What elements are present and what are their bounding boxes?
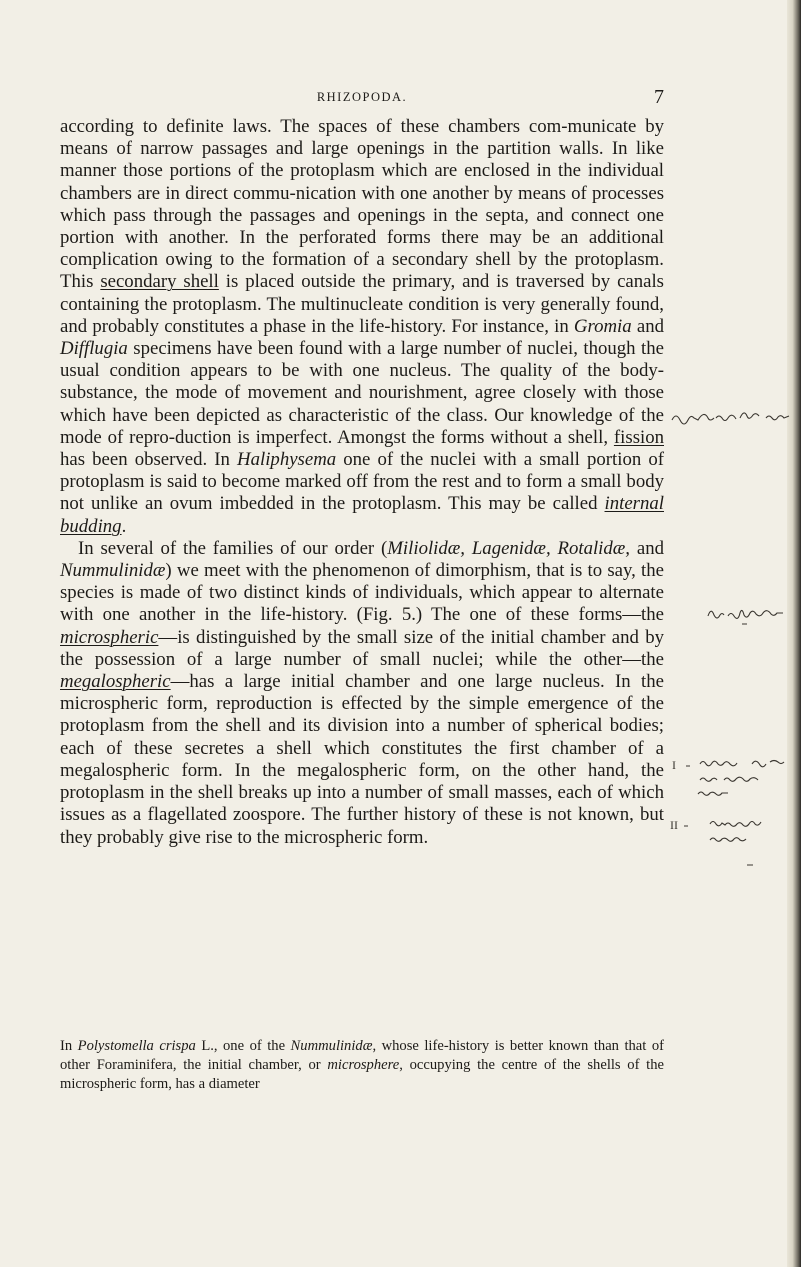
family-name: Nummulinidæ [290, 1038, 373, 1054]
term: microsphere [327, 1057, 400, 1073]
genus-name: Difflugia [60, 338, 128, 360]
text-run: —is distinguished by the small size of the initial chamber and by the possession of a large number of small nuclei; while the other—the [60, 626, 664, 670]
species-name: Polystomella crispa [77, 1038, 196, 1054]
underlined-term: megalospheric [60, 671, 171, 693]
family-name: Nummulinidæ [60, 560, 166, 582]
text-run: specimens have been found with a large number of nuclei, though the usual condition appears to be with one nucleus. The quality of the body-substance, the mode of movement and nourishment, agree closely with those which have been depicted as characteristic of the class. Our knowledge of the mode of repro-duction is imperfect. Amongst the forms without a shell, [60, 338, 664, 448]
text-run: is placed outside the primary, and is traversed by canals containing the protoplasm. The multinucleate condition is very generally found, and probably constitutes a phase in the life-history. For instance, in [60, 271, 664, 337]
underlined-term: secondary shell [100, 271, 219, 293]
text-run: , occupying the centre of the shells of the microspheric form, has a diameter [60, 1057, 664, 1092]
handwritten-note-I [670, 756, 796, 798]
genus-name: Haliphysema [237, 449, 337, 471]
text-run: has been observed. In [60, 449, 238, 471]
text-run: In several of the families of our order ( [78, 537, 388, 559]
text-run: according to definite laws. The spaces of these chambers com-municate by means of narrow passages and large openings in the partition walls. In like manner those portions of the protoplasm which are enclosed in the individual chambers are in direct commu-nication with one another by means of processes which pass through the passages and openings in the septa, and connect one portion with another. In the perforated forms there may be an additional complication owing to the formation of a secondary shell by the protoplasm. This [60, 116, 664, 293]
underlined-term: microspheric [60, 626, 159, 648]
underlined-term: fission [613, 426, 664, 448]
margin-dash [746, 862, 756, 868]
mark-II: II [670, 818, 678, 832]
text-run: —has a large initial chamber and one large nucleus. In the microspheric form, reproduction is effected by the simple emergence of the protoplasm from the shell and its division into a number of spherical bodies; each of these secretes a shell which constitutes the first chamber of a megalospheric form. In the megalospheric form, on the other hand, the protoplasm in the shell breaks up into a number of small masses, each of which issues as a flagellated zoospore. The further history of these is not known, but they probably give rise to the microspheric form. [60, 671, 664, 848]
paragraph-1 [60, 116, 664, 538]
body-text [60, 116, 664, 849]
genus-name: Gromia [573, 315, 632, 337]
text-run: one of the nuclei with a small portion of protoplasm is said to become marked off from the rest and to form a small body not unlike an ovum imbedded in the protoplasm. This may be called [60, 449, 664, 515]
running-title: RHIZOPODA. [316, 90, 408, 104]
margin-annotations [666, 0, 796, 1267]
handwritten-note-dimorphism [706, 604, 790, 630]
text-run: , whose life-history is better known than that of other Foraminifera, the initial chamber, or [60, 1038, 664, 1073]
footnote [60, 1037, 664, 1094]
underlined-term: internal budding [60, 493, 664, 537]
mark-I: I [672, 758, 676, 772]
text-run: and [630, 537, 664, 559]
running-head [60, 86, 664, 108]
text-run: L., one of the [195, 1038, 291, 1054]
handwritten-note-reproduction [670, 406, 792, 428]
text-run: . [121, 515, 127, 537]
paragraph-2 [60, 538, 664, 849]
text-run: In [60, 1038, 78, 1054]
text-run: and [631, 315, 664, 337]
family-names: Miliolidæ, Lagenidæ, Rotalidæ, [387, 537, 631, 559]
text-run: ) we meet with the phenomenon of dimorphism, that is to say, the species is made of two distinct kinds of individuals, which appear to alternate with one another in the life-history. (Fig. 5.) The one of these forms—the [60, 560, 664, 626]
handwritten-note-II [670, 812, 796, 848]
page-number: 7 [654, 86, 664, 108]
